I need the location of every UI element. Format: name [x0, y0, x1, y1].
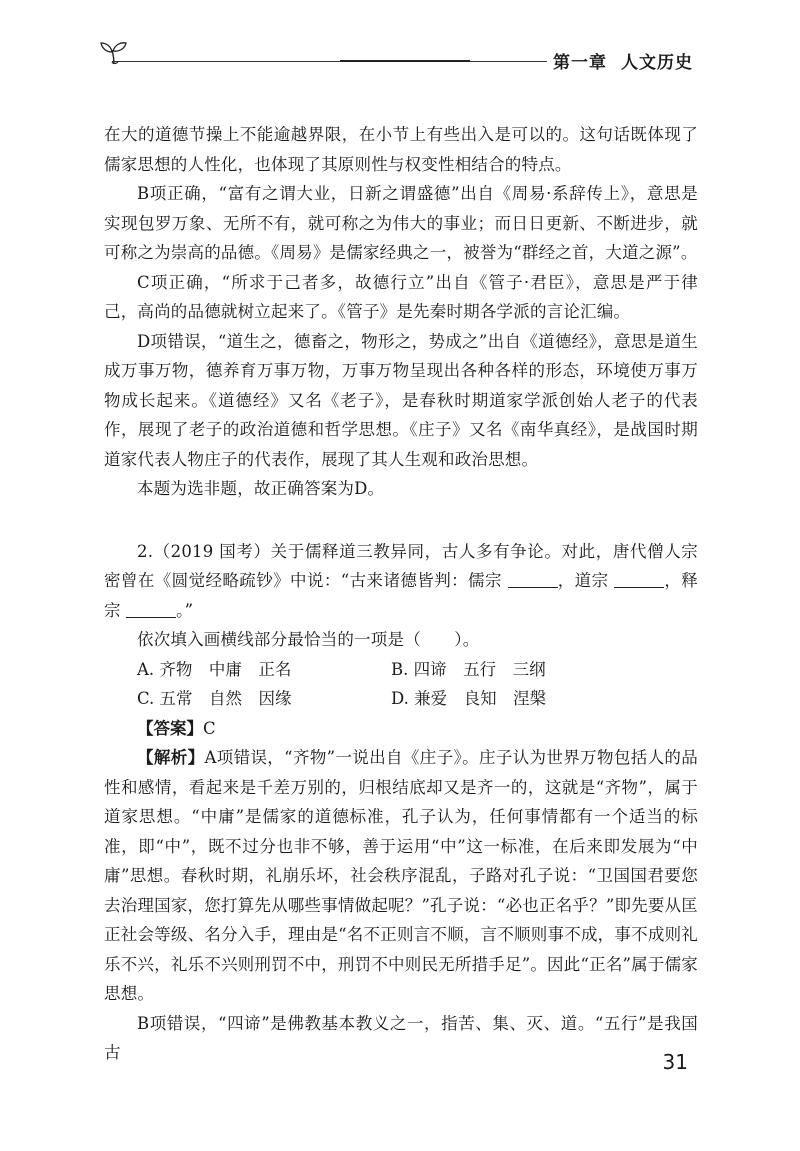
- analysis-option-b: B项错误，“四谛”是佛教基本教义之一，指苦、集、灭、道。“五行”是我国古: [104, 1013, 698, 1062]
- paragraph-option-c: C项正确，“所求于己者多，故德行立”出自《管子·君臣》，意思是严于律己，高尚的品德就树立起来了。《管子》是先秦时期各学派的言论汇编。: [104, 272, 698, 321]
- chapter-title: 人文历史: [621, 53, 693, 73]
- option-c: C. 五常 自然 因缘: [137, 689, 292, 708]
- options-row-2: [137, 684, 698, 714]
- paragraph-conclusion: 本题为选非题，故正确答案为D。: [137, 479, 385, 498]
- question-text-4: 。”: [176, 600, 194, 620]
- blank-3: [126, 599, 176, 618]
- header-rule-accent: [340, 60, 470, 62]
- option-d: D. 兼爱 良知 涅槃: [391, 689, 547, 708]
- option-b: B. 四谛 五行 三纲: [391, 659, 546, 679]
- question-text-3: ，释宗: [104, 571, 698, 620]
- analysis-text: A项错误，“齐物”一说出自《庄子》。庄子认为世界万物包括人的品性和感情，看起来是千差万别的，归根结底却又是齐一的，这就是“齐物”，属于道家思想。“中庸”是儒家的道德标准，孔子认为，任何事情都有一个适当的标准，即“中”，既不过分也非不够，善于运用“中”这一标准，在后来即发展为“中庸”思想。春秋时期，礼崩乐坏，社会秩序混乱，子路对孔子说：“卫国国君要您去治理国家，您打算先从哪些事情做起呢？”孔子说：“必也正名乎？”即先要从匡正社会等级、名分入手，理由是“名不正则言不顺，言不顺则事不成，事不成则礼乐不兴，礼乐不兴则刑罚不中，刑罚不中则民无所措手足”。因此“正名”属于儒家思想。: [104, 748, 698, 1003]
- blank-2: [614, 569, 664, 588]
- answer-label: 【答案】: [137, 718, 203, 738]
- blank-1: [508, 569, 558, 588]
- chapter-heading: [553, 48, 693, 73]
- page-number: 31: [662, 1050, 688, 1074]
- page-body: [104, 120, 698, 1068]
- options-row-1: [137, 655, 698, 685]
- paragraph-option-b: B项正确，“富有之谓大业，日新之谓盛德”出自《周易·系辞传上》，意思是实现包罗万象、无所不有，就可称之为伟大的事业；而日日更新、不断进步，就可称之为崇高的品德。《周易》是儒家经典之一，被誉为“群经之首，大道之源”。: [104, 184, 698, 262]
- answer-value: C: [203, 718, 216, 738]
- analysis-label: 【解析】: [137, 748, 205, 767]
- paragraph-option-d: D项错误，“道生之，德畜之，物形之，势成之”出自《道德经》，意思是道生成万事万物，德养育万事万物，万事万物呈现出各种各样的形态，环境使万事万物成长起来。《道德经》又名《老子》，是春秋时期道家学派创始人老子的代表作，展现了老子的政治道德和哲学思想。《庄子》又名《南华真经》，是战国时期道家代表人物庄子的代表作，展现了其人生观和政治思想。: [104, 331, 698, 469]
- question-prompt: 依次填入画横线部分最恰当的一项是（ ）。: [137, 630, 480, 649]
- option-a: A. 齐物 中庸 正名: [137, 659, 292, 679]
- analysis-paragraph: [104, 743, 698, 1009]
- chapter-number: 第一章: [553, 53, 607, 73]
- question-stem: [104, 537, 698, 626]
- question-text-2: ，道宗: [557, 571, 609, 590]
- header-rule: [112, 61, 547, 62]
- question-text-1: 2.（2019 国考）关于儒释道三教异同，古人多有争论。对此，唐代僧人宗密曾在《圆觉经略疏钞》中说：“古来诸德皆判：儒宗: [104, 541, 698, 590]
- paragraph-continuation: 在大的道德节操上不能逾越界限，在小节上有些出入是可以的。这句话既体现了儒家思想的人性化，也体现了其原则性与权变性相结合的特点。: [104, 125, 698, 174]
- page-header: [0, 0, 800, 80]
- answer-line: [137, 714, 698, 744]
- sprout-icon: [100, 40, 130, 66]
